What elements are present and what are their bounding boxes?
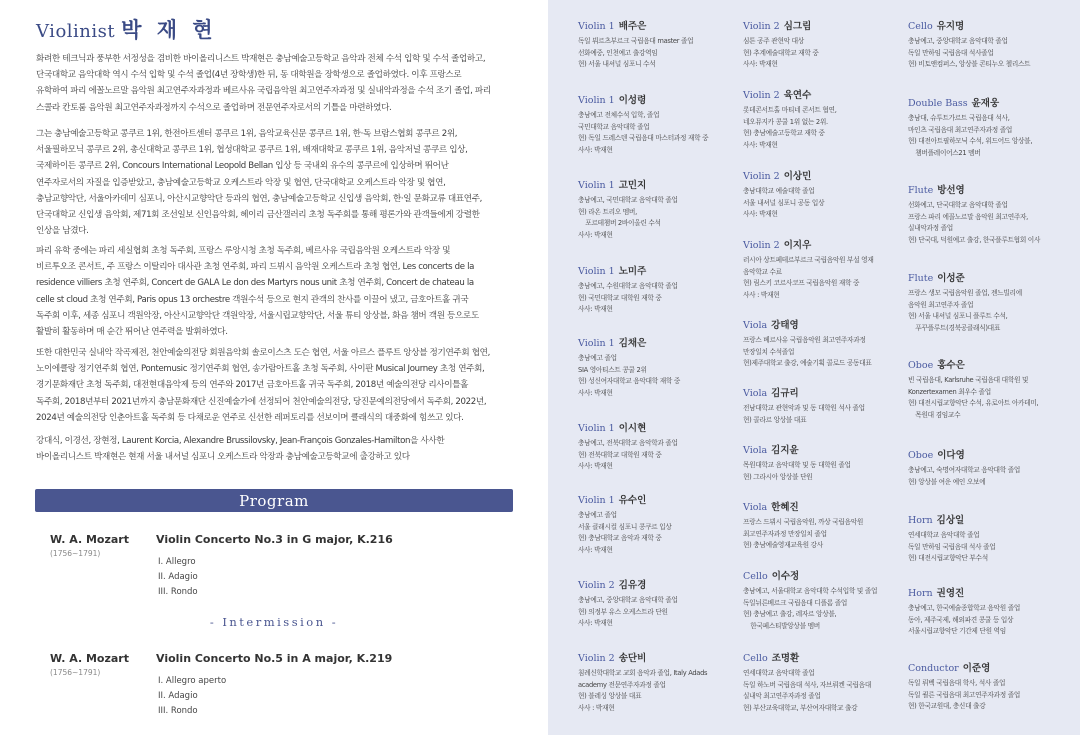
- program-label: Program: [239, 491, 309, 510]
- member-instrument: Oboe: [908, 450, 934, 461]
- member-instrument: Cello: [743, 571, 768, 582]
- member-profile: [908, 603, 1076, 638]
- bio-line: 독주회 이후, 세종 심포니 객원악장, 아산시교향악단 객원악장, 서울시립교향악단, 서울 튜티 앙상블, 화음 챔버 객원 등으로도: [36, 310, 479, 321]
- member-name: 이수정: [771, 571, 800, 582]
- member-name: 배주은: [618, 21, 647, 32]
- member-profile: [908, 288, 1076, 334]
- bio-paragraph-2: [36, 126, 513, 239]
- member-name: 강태영: [771, 320, 799, 331]
- bio-paragraph-3: [36, 243, 513, 340]
- member-profile: [908, 530, 1076, 565]
- member-entry: [908, 182, 1076, 246]
- member-profile-line: 연세대학교 음악대학 졸업: [908, 531, 980, 539]
- member-instrument: Violin 1: [578, 180, 615, 191]
- bio-line: celle st cloud 초청 연주회, Paris opus 13 orchestre 객원수석 등으로 현지 관객의 찬사를 이끌어 냈고, 금호아트홀 귀국: [36, 294, 469, 305]
- member-heading: [578, 577, 746, 592]
- member-entry: [743, 168, 911, 221]
- member-profile: [908, 36, 1076, 71]
- bio-line: 독주회, 2018년부터 2021년까지 충남문화재단 신진예술가에 선정되어 천안예술의전당, 당진문예의전당에서 독주회, 2022년,: [36, 396, 487, 407]
- member-instrument: Horn: [908, 588, 933, 599]
- member-instrument: Violin 2: [743, 90, 780, 101]
- member-entry: [578, 492, 746, 556]
- bio-line: 비르투오조 콘서트, 주 프랑스 이탈리아 대사관 초청 연주회, 파리 드뷔시 음악원 오케스트라 초청 협연, Les concerts de la: [36, 262, 475, 273]
- member-profile-line: 현) 그라시아 앙상블 단원: [743, 472, 813, 481]
- member-profile-line: 현) 성신여자대학교 음악대학 재학 중: [578, 377, 681, 385]
- member-profile-line: 사사: 박재현: [578, 619, 613, 627]
- member-heading: [578, 263, 746, 278]
- member-name: 이시현: [618, 423, 647, 434]
- member-profile-line: 현) 림스키 코르사코프 국립음악원 재학 중: [743, 279, 860, 287]
- bio-line: 서울필하모닉 콩쿠르 2위, 총신대학교 콩쿠르 1위, 협성대학교 콩쿠르 1위, 배재대학교 콩쿠르 1위, 음악저널 콩쿠르 입상,: [36, 145, 468, 156]
- member-heading: [578, 177, 746, 192]
- member-profile: [578, 438, 746, 473]
- member-instrument: Cello: [743, 653, 768, 664]
- member-instrument: Horn: [908, 515, 933, 526]
- member-instrument: Violin 2: [743, 240, 780, 251]
- member-profile-line: 충남예고, 서울대학교 음악대학 수석입학 및 졸업: [743, 587, 878, 595]
- member-profile-line: 사사: 박재현: [578, 230, 613, 239]
- member-entry: [743, 442, 911, 483]
- member-profile-line: 동아, 제주국제, 해외파견 콩쿨 등 입상: [908, 615, 1014, 624]
- member-profile-line: 사사: 박재현: [578, 145, 613, 154]
- member-instrument: Violin 1: [578, 21, 615, 32]
- member-instrument: Viola: [743, 388, 768, 399]
- member-heading: [908, 447, 1076, 462]
- member-instrument: Flute: [908, 185, 934, 196]
- member-entry: [578, 263, 746, 316]
- member-profile-line: 현) 대전아트필하모닉 수석, 위드어드 앙상블,: [908, 137, 1033, 145]
- member-profile-line: 충남예고, 수원대학교 음악대학 졸업: [578, 282, 678, 290]
- member-instrument: Violin 2: [743, 171, 780, 182]
- member-heading: [908, 270, 1076, 285]
- member-heading: [743, 442, 911, 457]
- member-profile-line: 충남대학교 예술대학 졸업: [743, 187, 815, 195]
- member-name: 이다영: [937, 450, 965, 461]
- movement: I. Allegro aperto: [158, 676, 227, 686]
- member-name: 권영진: [936, 588, 965, 599]
- movement: III. Rondo: [158, 706, 198, 716]
- member-name: 고민지: [618, 180, 647, 191]
- member-name: 육연수: [783, 90, 812, 101]
- member-name: 김채은: [618, 338, 647, 349]
- bio-line: 파리 유학 중에는 파리 세실협회 초청 독주회, 프랑스 루앙시청 초청 독주회, 베르사유 국립음악원 오케스트라 악장 및: [36, 246, 451, 256]
- member-profile-line: 서울 클래시컬 심포니 콩쿠르 입상: [578, 522, 672, 531]
- bio-line: 연주자로서의 자질을 입증받았고, 충남예술고등학교 오케스트라 악장 및 협연, 단국대학교 오케스트라 악장 및 협연,: [36, 177, 446, 188]
- bio-paragraph-4: [36, 345, 513, 426]
- member-profile-line: 실내악 최고연주자과정 졸업: [743, 692, 821, 700]
- bio-line: 단국대학교 음악대학 역시 수석 입학 및 수석 졸업(4년 장학생)한 뒤, 동 대학원을 장학생으로 졸업하였다. 이후 프랑스로: [36, 70, 462, 81]
- member-instrument: Violin 2: [743, 21, 780, 32]
- member-heading: [743, 317, 911, 332]
- member-profile: [578, 281, 746, 316]
- member-profile-line: 독일 뷔르츠부르크 국립음대 master 졸업: [578, 37, 694, 45]
- member-heading: [743, 568, 911, 583]
- member-profile-line: 사사: 박재현: [743, 210, 778, 218]
- member-profile: [578, 195, 746, 241]
- member-profile-line: SIA 영아티스트 콩쿨 2위: [578, 365, 647, 374]
- member-entry: [578, 577, 746, 630]
- member-profile-line: 선화예고, 단국대학교 음악대학 졸업: [908, 201, 1008, 209]
- member-profile: [743, 403, 911, 426]
- member-profile-line: 충남예고, 중앙대학교 음악대학 졸업: [908, 37, 1008, 45]
- member-profile-line: 사사: 박재현: [743, 140, 778, 149]
- member-heading: [908, 660, 1076, 675]
- member-profile-line: 선화예중, 인천예고 출강역임: [578, 48, 658, 57]
- member-profile-line: 만장일치 수석졸업: [743, 347, 795, 356]
- member-heading: [578, 335, 746, 350]
- member-profile-line: 현) 단국대, 덕원예고 출강, 한국플루트협회 이사: [908, 235, 1041, 244]
- member-profile-line: 사사: 박재현: [743, 60, 778, 68]
- member-name: 윤재웅: [971, 98, 1000, 109]
- member-heading: [578, 650, 746, 665]
- movement: II. Adagio: [158, 691, 198, 701]
- member-heading: [908, 357, 1076, 372]
- member-profile-line: 현) 충남대학교 음악과 재학 중: [578, 534, 662, 542]
- member-profile-line: 현) 블레싱 앙상블 대표: [578, 692, 642, 700]
- member-instrument: Violin 1: [578, 266, 615, 277]
- member-profile: [908, 200, 1076, 246]
- member-profile: [743, 36, 911, 71]
- member-profile-line: 실내악과정 졸업: [908, 224, 953, 232]
- bio-line: 화려한 테크닉과 풍부한 서정성을 겸비한 바이올리니스트 박재현은 충남예술고등학교 음악과 전체 수석 입학 및 수석 졸업하고,: [36, 54, 486, 64]
- member-profile-line: 현) 전북대학교 대학원 재학 중: [578, 450, 662, 459]
- bio-line: 노이에클랑 정기연주회 협연, Pontemusic 정기연주회 협연, 송가람아트홀 초청 독주회, 사이판 Musical Journey 초청 연주회,: [36, 364, 485, 375]
- member-profile-line: 사사: 박재현: [578, 305, 613, 313]
- member-profile: [578, 110, 746, 156]
- member-profile-line: 빈 국립음대, Karlsruhe 국립음대 대학원 및: [908, 376, 1029, 384]
- member-profile: [743, 186, 911, 221]
- member-profile-line: 음악원 최고연주자 졸업: [908, 300, 974, 309]
- composer-name: W. A. Mozart: [50, 533, 129, 546]
- member-profile-line: 프랑스 생모 국립음악원 졸업, 젠느빌리에: [908, 289, 1022, 297]
- movement-list: [158, 555, 198, 600]
- movement: III. Rondo: [158, 587, 198, 597]
- member-profile-line: 충남예고 졸업: [578, 511, 617, 519]
- bio-line: 단국대학교 신입생 음악회, 제71회 조선일보 신인음악회, 헤이리 금산갤러리 초청 독주회를 통해 평론가와 관객들에게 강렬한: [36, 210, 480, 221]
- member-entry: [578, 335, 746, 399]
- member-profile: [743, 105, 911, 151]
- member-instrument: Violin 1: [578, 95, 615, 106]
- member-heading: [743, 650, 911, 665]
- member-name: 김규리: [771, 388, 799, 399]
- member-profile-line: 충남대, 슈투트가르트 국립음대 석사,: [908, 114, 1010, 122]
- member-profile-line: 현) 대전시립교향악단 수석, 유로아트 아카데미,: [908, 399, 1039, 407]
- member-profile: [578, 353, 746, 399]
- member-entry: [743, 317, 911, 370]
- member-profile-line: 러시아 상트페테르부르크 국립음악원 부설 영재: [743, 256, 874, 264]
- member-profile: [908, 465, 1076, 488]
- member-profile-line: 현) 의정부 유스 오케스트라 단원: [578, 607, 668, 616]
- member-profile-line: 독일 뤼벡 국립음대 학사, 석사 졸업: [908, 679, 1006, 687]
- member-profile-line: 현) 서울 내셔널 심포니 수석: [578, 60, 656, 68]
- member-entry: [743, 87, 911, 151]
- program-header: [35, 489, 513, 512]
- member-entry: [743, 650, 911, 714]
- member-profile-line: 사사: 박재현: [578, 462, 613, 470]
- member-profile-line: 음악학교 수료: [743, 267, 782, 276]
- member-entry: [908, 357, 1076, 421]
- member-profile-line: 네오뮤지카 콩쿨 1위 없는 2위.: [743, 117, 828, 126]
- member-profile-line: 독일뉘른베르크 국립음대 디플롬 졸업: [743, 598, 848, 607]
- member-profile-line: 프랑스 파리 에꼴노르말 음악원 최고연주자,: [908, 212, 1029, 221]
- member-heading: [578, 420, 746, 435]
- member-profile-line: 목원대학교 음악대학 및 동 대학원 졸업: [743, 461, 851, 469]
- member-profile-line: 한국페스티발앙상블 멤버: [743, 621, 820, 630]
- member-profile: [908, 375, 1076, 421]
- member-entry: [908, 447, 1076, 488]
- member-profile-line: 충남예고, 전북대학교 음악학과 졸업: [578, 439, 678, 447]
- member-heading: [743, 499, 911, 514]
- member-name: 김지윤: [771, 445, 799, 456]
- member-profile-line: 롯데콘서트홀 마티네 콘서트 협연,: [743, 106, 837, 114]
- member-name: 조명환: [771, 653, 800, 664]
- work-title: Violin Concerto No.5 in A major, K.219: [156, 652, 393, 665]
- member-entry: [908, 660, 1076, 713]
- member-name: 홍수은: [937, 360, 965, 371]
- member-instrument: Cello: [908, 21, 933, 32]
- member-profile-line: 현) 추계예술대학교 재학 중: [743, 48, 819, 57]
- member-entry: [578, 420, 746, 473]
- member-profile-line: 충남예고, 한국예술종합학교 음악원 졸업: [908, 604, 1021, 612]
- member-entry: [578, 92, 746, 156]
- member-entry: [578, 650, 746, 714]
- bio-line: 그는 충남예술고등학교 콩쿠르 1위, 한전아트센터 콩쿠르 1위, 음악교육신문 콩쿠르 1위, 한·독 브람스협회 콩쿠르 2위,: [36, 129, 458, 139]
- member-profile-line: 현) 비토앤컴퍼스, 앙상블 콘티누오 첼리스트: [908, 60, 1031, 68]
- bio-line: 유학하여 파리 에꼴노르말 음악원 최고연주자과정과 베르사유 국립음악원 최고연주자과정 및 실내악과정을 수석 조기 졸업, 파리: [36, 86, 491, 97]
- member-heading: [743, 18, 911, 33]
- member-name: 이성준: [937, 273, 965, 284]
- member-profile: [743, 668, 911, 714]
- member-profile-line: 현) 충남예고 출강, 레자르 앙상블,: [743, 610, 837, 618]
- member-profile-line: 최고연주자과정 만장일치 졸업: [743, 529, 827, 538]
- member-name: 유지명: [936, 21, 965, 32]
- bio-line: 스콜라 칸토룸 음악원 최고연주자과정까지 수석으로 졸업하며 전문연주자로서의 기틀을 마련하였다.: [36, 102, 392, 113]
- member-instrument: Flute: [908, 273, 934, 284]
- composer-name: W. A. Mozart: [50, 652, 129, 665]
- member-profile-line: 현) 충남예술고등학교 재학 중: [743, 129, 825, 137]
- member-profile-line: 충남예고, 국민대학교 음악대학 졸업: [578, 196, 678, 204]
- member-heading: [743, 385, 911, 400]
- title-korean: 박 재 현: [121, 18, 217, 42]
- member-profile-line: 충남예고, 숙명여자대학교 음악대학 졸업: [908, 466, 1021, 474]
- member-entry: [743, 18, 911, 71]
- member-instrument: Violin 1: [578, 423, 615, 434]
- bio-line: 강대식, 이경선, 장현정, Laurent Korcia, Alexandre Brussilovsky, Jean-François Gonzales-Hamilton을 사사한: [36, 436, 445, 446]
- member-profile-line: 전남대학교 관현악과 및 동 대학원 석사 졸업: [743, 404, 865, 412]
- member-profile: [743, 335, 911, 370]
- member-profile-line: 서울 내셔널 심포니 공동 입상: [743, 198, 825, 207]
- member-name: 방선영: [937, 185, 965, 196]
- member-name: 이성령: [618, 95, 647, 106]
- right-page-members: [548, 0, 1080, 735]
- bio-paragraph-5: [36, 433, 513, 465]
- member-profile-line: 현) 독일 드레스덴 국립음대 마스터과정 재학 중: [578, 134, 709, 142]
- member-entry: [908, 95, 1076, 159]
- member-heading: [908, 512, 1076, 527]
- member-profile-line: 연세대학교 음악대학 졸업: [743, 669, 815, 677]
- member-profile-line: Konzertexamen 최우수 졸업: [908, 387, 991, 396]
- member-entry: [743, 237, 911, 301]
- member-heading: [908, 95, 1076, 110]
- member-name: 한혜진: [771, 502, 799, 513]
- member-instrument: Violin 1: [578, 338, 615, 349]
- member-heading: [578, 92, 746, 107]
- member-profile-line: 프랑스 베르사유 국립음악원 최고연주자과정: [743, 336, 866, 344]
- member-profile-line: 현) 앙상블 여운 예인 오보에: [908, 477, 986, 486]
- member-entry: [743, 568, 911, 632]
- bio-line: residence villiers 초청 연주회, Concert de GALA Le don des Martyrs nous unit 초청 연주회, Concert de chateau la: [36, 278, 474, 289]
- member-heading: [743, 168, 911, 183]
- member-instrument: Oboe: [908, 360, 934, 371]
- member-profile: [743, 255, 911, 301]
- member-heading: [578, 18, 746, 33]
- movement-list: [158, 674, 226, 719]
- member-profile: [578, 595, 746, 630]
- member-profile-line: 서울시립교향악단 기간제 단원 역임: [908, 627, 1006, 635]
- member-profile-line: 현) 충남예술영재교육원 강사: [743, 541, 823, 549]
- member-profile: [578, 36, 746, 71]
- member-entry: [743, 385, 911, 426]
- member-profile: [578, 510, 746, 556]
- member-profile-line: 독일 만하임 국립음대 석사 졸업: [908, 542, 996, 551]
- member-name: 김상일: [936, 515, 965, 526]
- member-entry: [908, 270, 1076, 334]
- member-instrument: Viola: [743, 445, 768, 456]
- member-name: 이상민: [783, 171, 812, 182]
- member-instrument: Double Bass: [908, 98, 968, 109]
- member-profile-line: 독일 만하임 국립음대 석사졸업: [908, 48, 994, 57]
- member-profile-line: academy 전문연주자과정 졸업: [578, 680, 666, 689]
- bio-line: 바이올리니스트 박재현은 현재 서울 내셔널 심포니 오케스트라 악장과 충남예술고등학교에 출강하고 있다: [36, 452, 410, 463]
- member-profile-line: 목원대 겸임교수: [908, 410, 961, 419]
- member-heading: [743, 237, 911, 252]
- member-profile-line: 프랑스 드뷔시 국립음악원, 까상 국립음악원: [743, 518, 864, 526]
- member-entry: [578, 177, 746, 241]
- member-heading: [578, 492, 746, 507]
- member-heading: [908, 182, 1076, 197]
- member-name: 송단비: [618, 653, 647, 664]
- member-profile: [743, 586, 911, 632]
- member-instrument: Viola: [743, 320, 768, 331]
- member-instrument: Viola: [743, 502, 768, 513]
- bio-line: 경기문화재단 초청 독주회, 대전현대음악제 등의 연주와 2017년 금호아트홀 귀국 독주회, 2018년 예술의전당 리사이틀홀: [36, 380, 469, 391]
- member-profile-line: 현) 콜라르 앙상블 대표: [743, 415, 807, 424]
- member-profile-line: 포르테챔버 2바이올린 수석: [578, 219, 661, 227]
- member-profile-line: 현) 한국교원대, 충신대 출강: [908, 702, 986, 710]
- work-title: Violin Concerto No.3 in G major, K.216: [156, 533, 393, 546]
- bio-line: 인상을 남겼다.: [36, 226, 89, 237]
- member-profile-line: 푸꾸플루트(경북공클래식)대표: [908, 323, 1001, 332]
- member-profile-line: 현) 국민대학교 대학원 재학 중: [578, 293, 662, 302]
- member-profile: [578, 668, 746, 714]
- member-profile-line: 현) 부산교육대학교, 부산여자대학교 출강: [743, 703, 858, 712]
- movement: I. Allegro: [158, 557, 196, 567]
- member-instrument: Violin 1: [578, 495, 615, 506]
- member-profile-line: 현) 서울 내셔널 심포니 플루트 수석,: [908, 312, 1008, 320]
- bio-line: 활발히 활동하며 매 순간 뛰어난 연주력을 발휘하였다.: [36, 327, 228, 338]
- member-profile-line: 챔버플레이어스21 멤버: [908, 148, 981, 157]
- member-profile: [908, 678, 1076, 713]
- bio-line: 충남교향악단, 서울아카데미 심포니, 아산시교향악단 등과의 협연, 충남예술고등학교 신입생 음악회, 한·일 문화교류 대표연주,: [36, 193, 483, 204]
- member-profile-line: 사사 : 박재현: [578, 703, 615, 712]
- member-profile-line: 침례신학대학교 교회 음악과 졸업, Italy Adads: [578, 669, 708, 677]
- member-instrument: Conductor: [908, 663, 959, 674]
- member-profile-line: 국민대학교 음악대학 졸업: [578, 122, 650, 131]
- bio-line: 또한 대한민국 실내악 작곡제전, 천안예술의전당 회원음악회 솔로이스츠 도슨 협연, 서울 아르스 플루트 앙상블 정기연주회 협연,: [36, 348, 490, 358]
- member-name: 김유경: [618, 580, 647, 591]
- member-heading: [743, 87, 911, 102]
- member-profile-line: 충남예고, 중앙대학교 음악대학 졸업: [578, 596, 678, 604]
- member-profile-line: 독일 하노버 국립음대 석사, 자브뤼켄 국립음대: [743, 680, 871, 689]
- member-profile-line: 충남예고 전체수석 입학, 졸업: [578, 111, 660, 119]
- member-entry: [908, 585, 1076, 638]
- member-entry: [908, 512, 1076, 565]
- member-profile-line: 현) 라온 트리오 멤버,: [578, 207, 637, 216]
- member-name: 노미주: [618, 266, 647, 277]
- member-name: 이준영: [962, 663, 991, 674]
- composer-years: (1756~1791): [50, 549, 101, 558]
- member-heading: [908, 18, 1076, 33]
- composer-years: (1756~1791): [50, 668, 101, 677]
- member-profile: [908, 113, 1076, 159]
- member-instrument: Violin 2: [578, 580, 615, 591]
- member-profile: [743, 517, 911, 552]
- title-english: Violinist: [36, 21, 116, 42]
- member-heading: [908, 585, 1076, 600]
- bio-line: 국제하이든 콩쿠르 2위, Concours International Leopold Bellan 입상 등 국내외 유수의 콩쿠르에 입상하며 뛰어난: [36, 161, 449, 172]
- member-name: 이지우: [783, 240, 812, 251]
- member-profile-line: 독일 쾰른 국립음대 최고연주자과정 졸업: [908, 690, 1021, 699]
- member-profile-line: 사사: 박재현: [578, 388, 613, 397]
- member-name: 심그림: [783, 21, 812, 32]
- member-profile-line: 사사: 박재현: [578, 545, 613, 554]
- member-profile-line: 마인츠 국립음대 최고연주자과정 졸업: [908, 125, 1013, 134]
- bio-line: 2024년 예술의전당 인춘아트홀 독주회 등 다채로운 연주로 신선한 레퍼토리를 선보이며 클래식의 대중화에 힘쓰고 있다.: [36, 412, 464, 423]
- member-entry: [578, 18, 746, 71]
- movement: II. Adagio: [158, 572, 198, 582]
- intermission-label: - Intermission -: [209, 615, 339, 629]
- member-profile-line: 현) 대전시립교향악단 부수석: [908, 554, 988, 562]
- member-instrument: Violin 2: [578, 653, 615, 664]
- bio-paragraph-1: [36, 51, 513, 116]
- member-profile-line: 현)제주대학교 출강, 예술기획 콜로드 공동대표: [743, 359, 872, 367]
- member-profile-line: 충남예고 졸업: [578, 354, 617, 362]
- member-name: 유수인: [618, 495, 647, 506]
- member-entry: [743, 499, 911, 552]
- member-profile-line: 심튼 공주 관현악 대상: [743, 37, 804, 45]
- member-entry: [908, 18, 1076, 71]
- member-profile: [743, 460, 911, 483]
- page-title: [36, 14, 217, 44]
- member-profile-line: 사사 : 박재현: [743, 290, 780, 299]
